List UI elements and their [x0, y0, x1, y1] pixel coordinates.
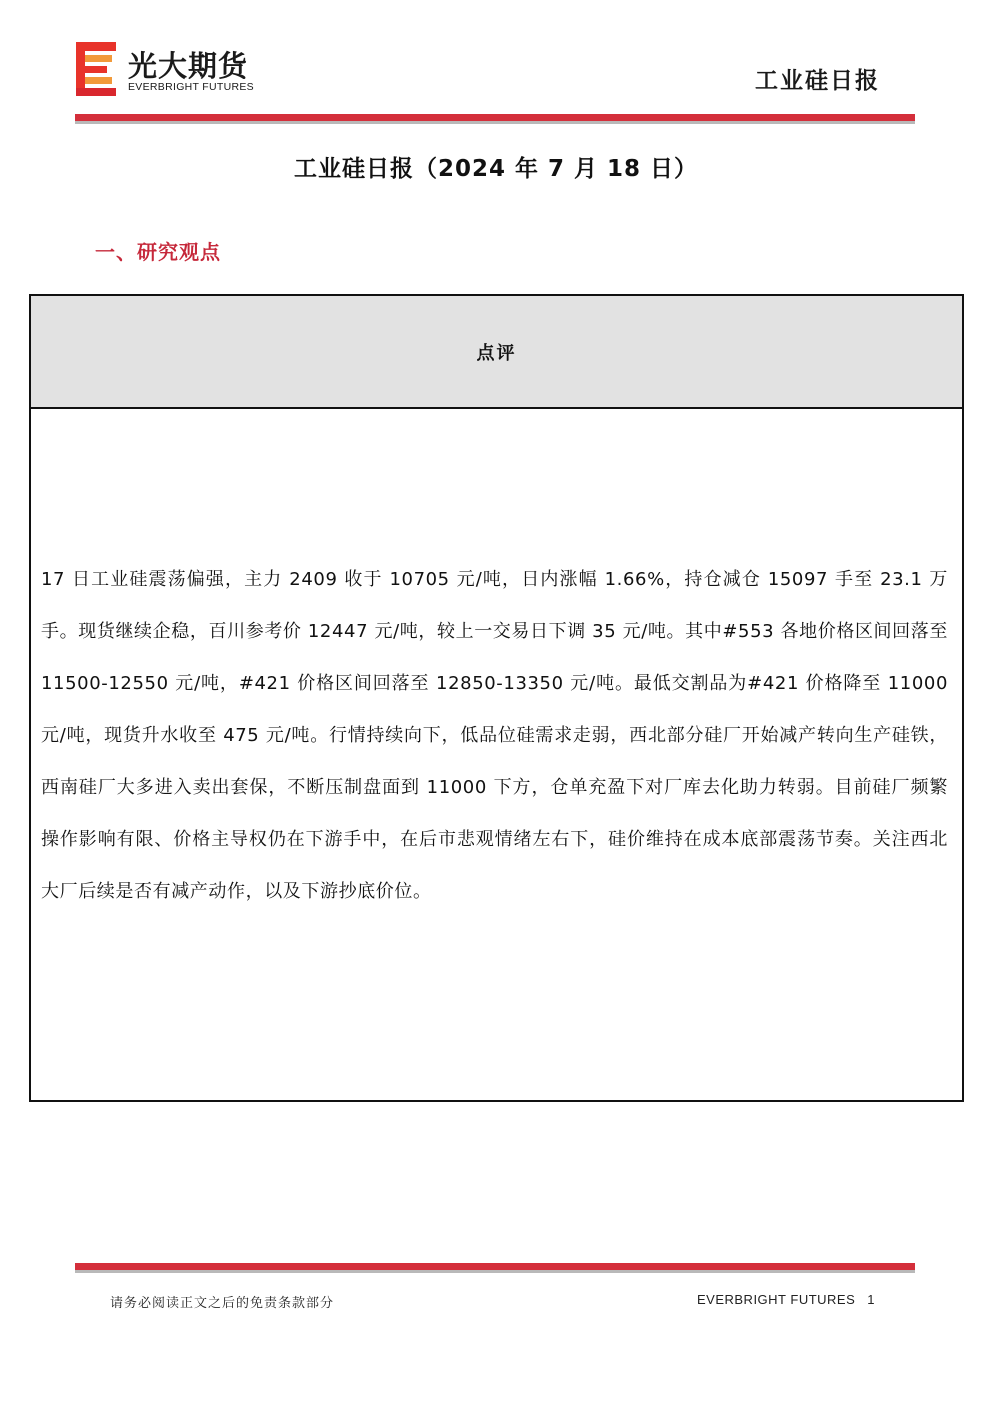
section-heading: 一、研究观点 — [95, 240, 221, 264]
brand-name-cn: 光大期货 — [128, 49, 249, 83]
footer-brand-page — [697, 1292, 875, 1307]
commentary-panel-body — [31, 409, 962, 918]
everbright-logo-icon — [76, 42, 116, 96]
report-type-label: 工业硅日报 — [755, 68, 880, 94]
page-number: 1 — [867, 1292, 875, 1307]
footer-disclaimer: 请务必阅读正文之后的免责条款部分 — [110, 1296, 335, 1311]
commentary-panel — [29, 294, 964, 1102]
footer-brand: EVERBRIGHT FUTURES — [696, 1292, 856, 1307]
header-divider — [75, 114, 915, 124]
document-title: 工业硅日报（2024 年 7 月 18 日） — [293, 156, 699, 182]
footer-divider — [75, 1263, 915, 1273]
brand-logo — [76, 42, 286, 98]
commentary-panel-title: 点评 — [476, 342, 517, 364]
commentary-panel-header — [31, 296, 962, 409]
brand-name-en: EVERBRIGHT FUTURES — [128, 81, 254, 93]
commentary-text: 17 日工业硅震荡偏强，主力 2409 收于 10705 元/吨，日内涨幅 1.66%，持仓减仓 15097 手至 23.1 万手。现货继续企稳，百川参考价 12447 元/吨，较上一交易日下调 35 元/吨。其中#553 各地价格区间回落至 11500-12550 元/吨，#421 价格区间回落至 12850-13350 元/吨。最低交割品为#421 价格降至 11000 元/吨，现货升水收至 475 元/吨。行情持续向下，低品位硅需求走弱，西北部分硅厂开始减产转向生产硅铁，西南硅厂大多进入卖出套保，不断压制盘面到 11000 下方，仓单充盈下对厂库去化助力转弱。目前硅厂频繁操作影响有限、价格主导权仍在下游手中，在后市悲观情绪左右下，硅价维持在成本底部震荡节奏。关注西北大厂后续是否有减产动作，以及下游抄底价位。 — [41, 569, 948, 902]
